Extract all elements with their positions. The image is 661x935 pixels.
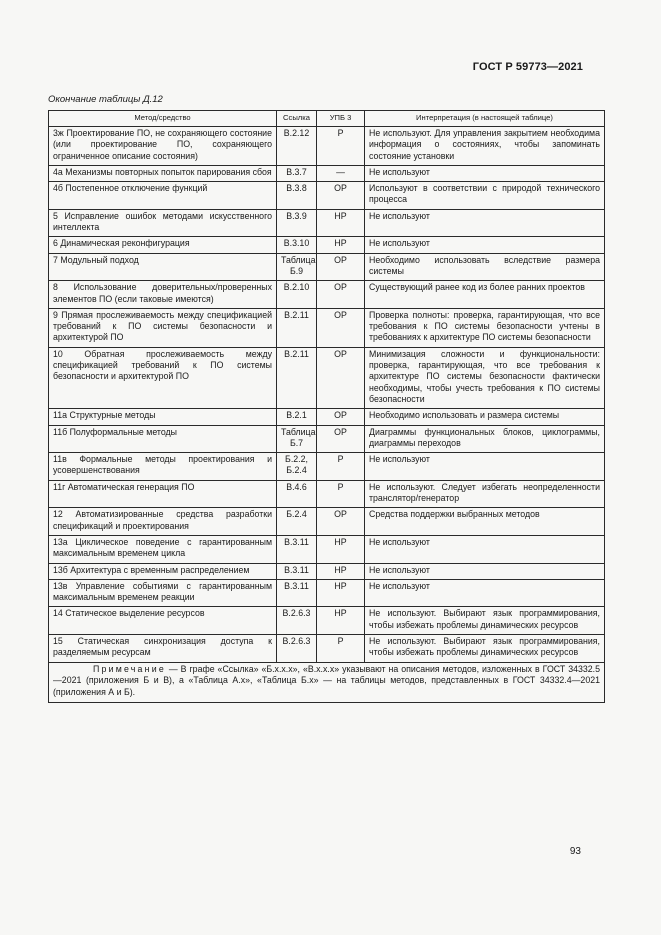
cell-ref: В.3.9 — [277, 209, 317, 237]
cell-upb: ОР — [317, 182, 365, 210]
cell-upb: Р — [317, 480, 365, 508]
cell-method: 13а Циклическое поведение с гарантированным максимальным временем цикла — [49, 535, 277, 563]
cell-upb: ОР — [317, 281, 365, 309]
cell-method: 5 Исправление ошибок методами искусственного интеллекта — [49, 209, 277, 237]
cell-interpretation: Не используют — [365, 237, 605, 253]
column-header-upb: УПБ 3 — [317, 111, 365, 127]
table-note-row — [49, 662, 605, 702]
cell-ref: В.3.11 — [277, 535, 317, 563]
table-row — [49, 209, 605, 237]
note-text: — В графе «Ссылка» «Б.х.х.х», «В.х.х.х» указывают на описания методов, изложенных в ГОСТ 34332.5—2021 (приложения Б и В), а «Таблица А.х», «Таблица Б.х» — на таблицы методов, представленных в ГОСТ 34332.4—2021 (приложения А и Б). — [53, 663, 600, 698]
column-header-interpretation: Интерпретация (в настоящей таблице) — [365, 111, 605, 127]
cell-ref: Таблица Б.7 — [277, 425, 317, 453]
table-row — [49, 508, 605, 536]
table-row — [49, 182, 605, 210]
cell-method: 11а Структурные методы — [49, 409, 277, 425]
cell-method: 3ж Проектирование ПО, не сохраняющего состояние (или проектирование ПО, сохраняющего ограниченное описание состояния) — [49, 127, 277, 166]
cell-method: 12 Автоматизированные средства разработки спецификаций и проектирования — [49, 508, 277, 536]
cell-interpretation: Используют в соответствии с природой технического процесса — [365, 182, 605, 210]
cell-ref: В.3.11 — [277, 579, 317, 607]
cell-interpretation: Необходимо использовать вследствие размера системы — [365, 253, 605, 281]
cell-upb: ОР — [317, 347, 365, 408]
cell-upb: ОР — [317, 308, 365, 347]
cell-method: 8 Использование доверительных/проверенных элементов ПО (если таковые имеются) — [49, 281, 277, 309]
cell-upb: НР — [317, 237, 365, 253]
table-row — [49, 563, 605, 579]
cell-ref: В.2.6.3 — [277, 634, 317, 662]
cell-interpretation: Диаграммы функциональных блоков, циклограммы, диаграммы переходов — [365, 425, 605, 453]
table-row — [49, 425, 605, 453]
cell-interpretation: Проверка полноты: проверка, гарантирующая, что все требования к ПО системы безопасности учтены в требованиях к архитектуре ПО системы безопасности — [365, 308, 605, 347]
table-row — [49, 308, 605, 347]
cell-interpretation: Не используют — [365, 535, 605, 563]
cell-interpretation: Минимизация сложности и функциональности: проверка, гарантирующая, что все требования к архитектуре ПО системы безопасности фактически необходимы, чтобы учесть требования к ПО системы безопасности — [365, 347, 605, 408]
cell-ref: Б.2.2, Б.2.4 — [277, 453, 317, 481]
cell-method: 13б Архитектура с временным распределением — [49, 563, 277, 579]
cell-method: 4а Механизмы повторных попыток парирования сбоя — [49, 165, 277, 181]
table-row — [49, 281, 605, 309]
cell-ref: В.2.11 — [277, 347, 317, 408]
cell-ref: В.3.11 — [277, 563, 317, 579]
cell-interpretation: Не используют — [365, 563, 605, 579]
cell-interpretation: Не используют — [365, 453, 605, 481]
table-row — [49, 347, 605, 408]
table-row — [49, 253, 605, 281]
cell-ref: В.2.1 — [277, 409, 317, 425]
cell-upb: НР — [317, 535, 365, 563]
table-row — [49, 237, 605, 253]
table-caption: Окончание таблицы Д.12 — [48, 94, 163, 105]
cell-interpretation: Не используют. Выбирают язык программирования, чтобы избежать проблемы динамических ресурсов — [365, 607, 605, 635]
cell-ref: В.3.7 — [277, 165, 317, 181]
cell-method: 15 Статическая синхронизация доступа к разделяемым ресурсам — [49, 634, 277, 662]
cell-upb: ОР — [317, 425, 365, 453]
table-row — [49, 634, 605, 662]
cell-upb: НР — [317, 579, 365, 607]
cell-upb: НР — [317, 607, 365, 635]
table-row — [49, 453, 605, 481]
table-row — [49, 127, 605, 166]
cell-interpretation: Не используют. Выбирают язык программирования, чтобы избежать проблемы динамических ресурсов — [365, 634, 605, 662]
cell-method: 14 Статическое выделение ресурсов — [49, 607, 277, 635]
table-row — [49, 535, 605, 563]
table-body — [49, 127, 605, 663]
cell-interpretation: Необходимо использовать и размера системы — [365, 409, 605, 425]
table-row — [49, 480, 605, 508]
page-number: 93 — [569, 846, 581, 857]
cell-interpretation: Не используют — [365, 579, 605, 607]
cell-upb: Р — [317, 127, 365, 166]
cell-method: 6 Динамическая реконфигурация — [49, 237, 277, 253]
cell-ref: В.3.8 — [277, 182, 317, 210]
cell-ref: В.2.10 — [277, 281, 317, 309]
note-label: Примечание — [93, 663, 166, 674]
cell-ref: В.2.11 — [277, 308, 317, 347]
cell-method: 4б Постепенное отключение функций — [49, 182, 277, 210]
cell-ref: Таблица Б.9 — [277, 253, 317, 281]
cell-interpretation: Не используют. Следует избегать неопределенности транслятор/генератор — [365, 480, 605, 508]
table-row — [49, 579, 605, 607]
cell-method: 10 Обратная прослеживаемость между спецификацией требований к ПО системы безопасности и архитектурой ПО — [49, 347, 277, 408]
cell-ref: Б.2.4 — [277, 508, 317, 536]
cell-upb: НР — [317, 563, 365, 579]
table-row — [49, 607, 605, 635]
table-header-row — [49, 111, 605, 127]
cell-method: 11г Автоматическая генерация ПО — [49, 480, 277, 508]
standard-header: ГОСТ Р 59773—2021 — [472, 61, 583, 73]
cell-method: 7 Модульный подход — [49, 253, 277, 281]
cell-interpretation: Средства поддержки выбранных методов — [365, 508, 605, 536]
cell-upb: Р — [317, 634, 365, 662]
column-header-ref: Ссылка — [277, 111, 317, 127]
cell-upb: — — [317, 165, 365, 181]
cell-interpretation: Не используют. Для управления закрытием необходима информация о состояниях, чтобы запоминать состояние установки — [365, 127, 605, 166]
cell-method: 9 Прямая прослеживаемость между спецификацией требований к ПО системы безопасности и архитектурой ПО — [49, 308, 277, 347]
methods-table — [48, 110, 605, 703]
cell-upb: ОР — [317, 253, 365, 281]
cell-interpretation: Не используют — [365, 209, 605, 237]
table-row — [49, 165, 605, 181]
cell-upb: ОР — [317, 508, 365, 536]
cell-upb: ОР — [317, 409, 365, 425]
cell-ref: В.4.6 — [277, 480, 317, 508]
table-row — [49, 409, 605, 425]
cell-interpretation: Существующий ранее код из более ранних проектов — [365, 281, 605, 309]
cell-method: 13в Управление событиями с гарантированным максимальным временем реакции — [49, 579, 277, 607]
cell-upb: НР — [317, 209, 365, 237]
cell-method: 11б Полуформальные методы — [49, 425, 277, 453]
cell-upb: Р — [317, 453, 365, 481]
cell-ref: В.2.12 — [277, 127, 317, 166]
cell-ref: В.2.6.3 — [277, 607, 317, 635]
column-header-method: Метод/средство — [49, 111, 277, 127]
cell-method: 11в Формальные методы проектирования и усовершенствования — [49, 453, 277, 481]
table-note — [49, 662, 605, 702]
cell-interpretation: Не используют — [365, 165, 605, 181]
cell-ref: В.3.10 — [277, 237, 317, 253]
